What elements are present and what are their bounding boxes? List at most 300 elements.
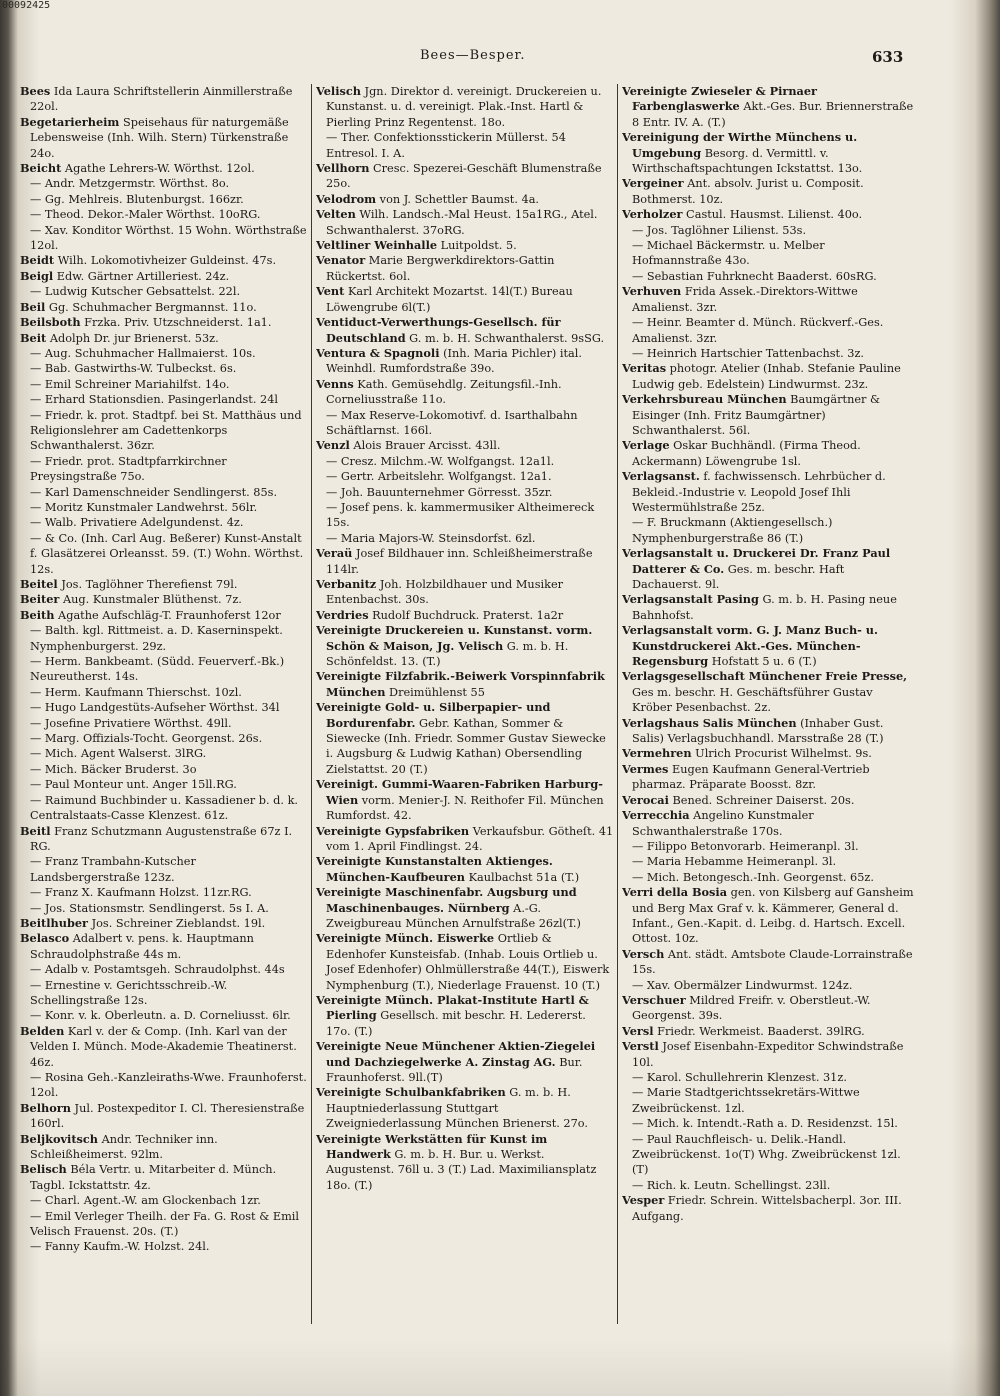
entry-details: Aug. Kunstmaler Blüthenst. 7z. bbox=[59, 593, 242, 607]
entry-surname: Vereinigte Gypsfabriken bbox=[316, 823, 470, 838]
entry-details: Speisehaus für naturgemäße Lebensweise (Inh. Wilh. Stern) Türkenstraße 24o. bbox=[30, 115, 289, 160]
page-shadow bbox=[0, 1340, 1000, 1396]
entry-details: — Josefine Privatiere Wörthst. 49ll. bbox=[30, 716, 232, 730]
entry-details: Friedr. Werkmeist. Baaderst. 39lRG. bbox=[653, 1024, 865, 1038]
directory-entry bbox=[316, 207, 614, 238]
directory-entry bbox=[622, 1116, 914, 1131]
entry-surname: Vermehren bbox=[622, 746, 692, 761]
entry-details: — Heinrich Hartschier Tattenbachst. 3z. bbox=[632, 346, 864, 360]
directory-entry bbox=[20, 1193, 307, 1208]
directory-entry bbox=[20, 1162, 307, 1193]
entry-details: — Erhard Stationsdien. Pasingerlandst. 24l bbox=[30, 393, 278, 407]
entry-surname: Bees bbox=[20, 84, 51, 98]
entry-details: Ges. m. beschr. Haft Dachauerst. 9l. bbox=[632, 562, 845, 591]
entry-surname: Venzl bbox=[316, 438, 350, 453]
entry-details: — Max Reserve-Lokomotivf. d. Isarthalbahn Schäftlarnst. 166l. bbox=[326, 408, 578, 437]
entry-details: — Fanny Kaufm.-W. Holzst. 24l. bbox=[30, 1240, 210, 1254]
entry-details: — Josef pens. k. kammermusiker Altheimereck 15s. bbox=[326, 500, 595, 530]
entry-details: Akt.-Ges. Bur. Briennerstraße 8 Entr. IV. A. (T.) bbox=[632, 100, 914, 129]
directory-entry bbox=[316, 623, 614, 669]
directory-entry bbox=[20, 500, 307, 515]
directory-entry bbox=[622, 1070, 914, 1085]
entry-details: Jgn. Direktor d. vereinigt. Druckereien u. Kunstanst. u. d. vereinigt. Plak.-Inst. Hartl & Pierling Prinz Regentenst. 18o. bbox=[326, 85, 602, 129]
entry-details: Karl v. der & Comp. (Inh. Karl van der Velden I. Münch. Mode-Akademie Theatinerst. 46z. bbox=[30, 1024, 297, 1069]
entry-details: Verkaufsbur. Götheſt. 41 vom 1. April Findlingst. 24. bbox=[326, 824, 614, 853]
entry-surname: Verschuer bbox=[622, 992, 686, 1007]
directory-entry bbox=[316, 253, 614, 284]
entry-surname: Versch bbox=[622, 946, 665, 961]
directory-entry bbox=[316, 1132, 614, 1194]
entry-details: — Franz Trambahn-Kutscher Landsbergerstraße 123z. bbox=[30, 855, 196, 884]
entry-details: — Sebastian Fuhrknecht Baaderst. 60sRG. bbox=[632, 269, 877, 283]
entry-details: — Paul Rauchfleisch- u. Delik.-Handl. Zweibrückenst. 1o(T) Whg. Zweibrückenst 1zl.(T) bbox=[632, 1132, 901, 1177]
entry-surname: Beith bbox=[20, 607, 55, 622]
entry-surname: Verocai bbox=[622, 792, 669, 807]
entry-details: — Friedr. prot. Stadtpfarrkirchner Preysingstraße 75o. bbox=[30, 454, 227, 484]
directory-entry bbox=[20, 931, 307, 962]
directory-entry bbox=[20, 762, 307, 777]
directory-entry bbox=[20, 901, 307, 916]
entry-surname: Verkehrsbureau München bbox=[622, 392, 787, 407]
entry-surname: Belasco bbox=[20, 931, 70, 946]
directory-entry bbox=[622, 315, 914, 346]
entry-surname: Venns bbox=[316, 376, 354, 391]
entry-details: Hofstatt 5 u. 6 (T.) bbox=[708, 655, 817, 669]
entry-surname: Beidt bbox=[20, 253, 55, 268]
entry-details: — Michael Bäckermstr. u. Melber Hofmannstraße 43o. bbox=[632, 239, 825, 268]
directory-entry bbox=[622, 623, 914, 669]
directory-entry bbox=[622, 176, 914, 207]
directory-entry bbox=[316, 161, 614, 192]
entry-surname: Vereinigte Münch. Plakat-Institute Hartl & Pierling bbox=[316, 992, 589, 1023]
entry-surname: Beit bbox=[20, 330, 47, 345]
entry-details: Adalbert v. pens. k. Hauptmann Schraudolphstraße 44s m. bbox=[30, 932, 254, 961]
entry-details: — Gg. Mehlreis. Blutenburgst. 166zr. bbox=[30, 192, 244, 206]
entry-details: — Marie Stadtgerichtssekretärs-Wittwe Zweibrückenst. 1zl. bbox=[632, 1086, 860, 1115]
entry-details: — Bab. Gastwirths-W. Tulbeckst. 6s. bbox=[30, 362, 237, 376]
entry-details: Gesellsch. mit beschr. H. Ledererst. 17o. (T.) bbox=[326, 1009, 586, 1038]
entry-details: — Jos. Taglöhner Lilienst. 53s. bbox=[632, 223, 807, 237]
entry-details: — Andr. Metzgermstr. Wörthst. 8o. bbox=[30, 177, 230, 191]
directory-entry bbox=[20, 315, 307, 330]
directory-entry bbox=[622, 993, 914, 1024]
directory-entry bbox=[20, 1132, 307, 1163]
directory-entry bbox=[20, 207, 307, 222]
entry-surname: Verlagsanstalt Pasing bbox=[622, 592, 759, 607]
entry-details: Jos. Taglöhner Therefienst 79l. bbox=[57, 578, 238, 591]
directory-entry bbox=[20, 485, 307, 500]
directory-entry bbox=[20, 223, 307, 254]
entry-details: — Hugo Landgestüts-Aufseher Wörthst. 34l bbox=[30, 701, 280, 715]
entry-surname: Vereinigte Gold- u. Silberpapier- und Bordurenfabr. bbox=[316, 700, 551, 730]
directory-entry bbox=[20, 1209, 307, 1240]
entry-details: Frzka. Priv. Utzschneiderst. 1a1. bbox=[80, 316, 272, 330]
directory-entry bbox=[316, 238, 614, 253]
entry-details: G. m. b. H. Schwanthalerst. 9sSG. bbox=[405, 331, 605, 345]
entry-surname: Belden bbox=[20, 1023, 65, 1038]
directory-entry bbox=[622, 515, 914, 546]
entry-surname: Vereinigte Filzfabrik.-Beiwerk Vorspinnfabrik München bbox=[316, 669, 605, 699]
directory-entry bbox=[20, 1024, 307, 1070]
entry-details: Angelino Kunstmaler Schwanthalerstraße 170s. bbox=[632, 809, 814, 838]
directory-entry bbox=[622, 762, 914, 793]
directory-entry bbox=[622, 592, 914, 623]
entry-details: — Xav. Obermälzer Lindwurmst. 124z. bbox=[632, 978, 853, 992]
directory-entry bbox=[20, 746, 307, 761]
entry-surname: Beicht bbox=[20, 161, 62, 176]
entry-details: — Heinr. Beamter d. Münch. Rückverf.-Ges. Amalienst. 3zr. bbox=[632, 316, 884, 345]
entry-details: f. fachwissensch. Lehrbücher d. Bekleid.-Industrie v. Leopold Josef Ihli Westermühlstraße 25z. bbox=[632, 470, 886, 514]
directory-entry bbox=[20, 978, 307, 1009]
directory-entry bbox=[20, 176, 307, 191]
directory-entry bbox=[20, 1239, 307, 1254]
entry-details: Ulrich Procurist Wilhelmst. 9s. bbox=[691, 747, 872, 761]
entry-surname: Vereinigte Neue Münchener Aktien-Ziegelei und Dachziegelwerke A. Zinstag AG. bbox=[316, 1039, 596, 1069]
entry-details: Wilh. Landsch.-Mal Heust. 15a1RG., Atel. Schwanthalerst. 37oRG. bbox=[326, 208, 598, 237]
directory-entry bbox=[316, 500, 614, 531]
entry-details: gen. von Kilsberg auf Gansheim und Berg Max Graf v. k. Kämmerer, General d. Infant., Gen.-Kapit. d. Leibg. d. Hartsch. Excell. Ottost. 10z. bbox=[632, 886, 914, 946]
entry-surname: Beitel bbox=[20, 577, 58, 591]
entry-surname: Vereinigt. Gummi-Waaren-Fabriken Harburg-Wien bbox=[316, 777, 603, 807]
directory-entry bbox=[622, 1178, 914, 1193]
directory-entry bbox=[622, 669, 914, 715]
entry-details: — Cresz. Milchm.-W. Wolfgangst. 12a1l. bbox=[326, 454, 555, 468]
column-1 bbox=[20, 84, 307, 1334]
directory-entry bbox=[622, 269, 914, 284]
entry-surname: Vesper bbox=[622, 1193, 665, 1208]
entry-details: (Inh. Maria Pichler) ital. Weinhdl. Rumfordstraße 39o. bbox=[326, 346, 582, 376]
entry-surname: Vent bbox=[316, 284, 345, 299]
entry-details: Gg. Schuhmacher Bergmannst. 11o. bbox=[45, 300, 257, 314]
entry-details: — Balth. kgl. Rittmeist. a. D. Kaserninspekt. Nymphenburgerst. 29z. bbox=[30, 624, 283, 653]
directory-entry bbox=[316, 84, 614, 130]
directory-entry bbox=[20, 84, 307, 115]
entry-surname: Vereinigte Schulbankfabriken bbox=[316, 1085, 506, 1100]
entry-details: Ortlieb & Edenhofer Kunsteisfab. (Inhab. Louis Ortlieb u. Josef Edenhofer) Ohlmüllerstraße 44(T.), Eiswerk Nymphenburg (T.), Niederlage Frauenst. 10 (T.) bbox=[326, 932, 610, 992]
entry-details: Dreimühlenst 55 bbox=[385, 685, 485, 699]
directory-entry bbox=[316, 346, 614, 377]
directory-entry bbox=[622, 854, 914, 869]
entry-details: Luitpoldst. 5. bbox=[437, 239, 517, 253]
entry-surname: Velodrom bbox=[316, 191, 377, 206]
entry-surname: Verhuven bbox=[622, 284, 682, 299]
entry-surname: Verlage bbox=[622, 438, 670, 453]
directory-entry bbox=[622, 793, 914, 808]
entry-details: — Maria Majors-W. Steinsdorfst. 6zl. bbox=[326, 531, 536, 545]
directory-entry bbox=[622, 469, 914, 515]
directory-entry bbox=[316, 284, 614, 315]
entry-details: — Karl Damenschneider Sendlingerst. 85s. bbox=[30, 485, 278, 499]
directory-entry bbox=[316, 454, 614, 469]
entry-details: Frida Assek.-Direktors-Wittwe Amalienst. 3zr. bbox=[632, 285, 858, 314]
directory-entry bbox=[622, 978, 914, 993]
entry-details: G. m. b. H. Hauptniederlassung Stuttgart Zweigniederlassung München Brienerst. 27o. bbox=[326, 1086, 588, 1131]
entry-details: — Jos. Stationsmstr. Sendlingerst. 5s I. A. bbox=[30, 901, 269, 915]
directory-entry bbox=[316, 669, 614, 700]
entry-details: — & Co. (Inh. Carl Aug. Beßerer) Kunst-Anstalt f. Glasätzerei Orleansst. 59. (T.) Wohn. Wörthst. 12s. bbox=[30, 531, 304, 576]
directory-entry bbox=[316, 1085, 614, 1131]
directory-entry bbox=[622, 1132, 914, 1178]
entry-details: Rudolf Buchdruck. Praterst. 1a2r bbox=[368, 608, 564, 622]
entry-details: — F. Bruckmann (Aktiengesellsch.) Nymphenburgerstraße 86 (T.) bbox=[632, 516, 833, 545]
entry-details: Edw. Gärtner Artilleriest. 24z. bbox=[53, 269, 230, 283]
column-2 bbox=[316, 84, 614, 1334]
entry-details: Bur. Fraunhoferst. 9ll.(T) bbox=[326, 1055, 583, 1084]
entry-details: Andr. Techniker inn. Schleißheimerst. 92lm. bbox=[30, 1132, 218, 1162]
directory-entry bbox=[20, 1101, 307, 1132]
entry-surname: Beitl bbox=[20, 823, 51, 838]
entry-surname: Veritas bbox=[622, 361, 667, 376]
column-3 bbox=[622, 84, 914, 1334]
entry-details: — Rich. k. Leutn. Schellingst. 23ll. bbox=[632, 1178, 831, 1192]
entry-details: — Mich. Betongesch.-Inh. Georgenst. 65z. bbox=[632, 870, 874, 884]
directory-entry bbox=[622, 808, 914, 839]
entry-details: von J. Schettler Baumst. 4a. bbox=[376, 192, 540, 206]
entry-surname: Belhorn bbox=[20, 1100, 71, 1115]
directory-entry bbox=[20, 269, 307, 284]
entry-details: — Adalb v. Postamtsgeh. Schraudolphst. 44s bbox=[30, 963, 285, 977]
entry-details: Jos. Schreiner Zieblandst. 19l. bbox=[88, 916, 266, 930]
directory-entry bbox=[316, 885, 614, 931]
archive-id: 00092425 bbox=[2, 0, 51, 11]
entry-details: — Filippo Betonvorarb. Heimeranpl. 3l. bbox=[632, 839, 859, 853]
directory-entry bbox=[316, 469, 614, 484]
directory-entry bbox=[20, 592, 307, 607]
directory-entry bbox=[20, 284, 307, 299]
entry-surname: Ventura & Spagnoli bbox=[316, 345, 440, 360]
entry-details: — Charl. Agent.-W. am Glockenbach 1zr. bbox=[30, 1194, 261, 1208]
directory-entry bbox=[20, 377, 307, 392]
directory-entry bbox=[20, 300, 307, 315]
directory-entry bbox=[622, 546, 914, 592]
directory-entry bbox=[20, 115, 307, 161]
directory-entry bbox=[622, 746, 914, 761]
directory-entry bbox=[20, 885, 307, 900]
directory-entry bbox=[622, 885, 914, 947]
directory-entry bbox=[20, 346, 307, 361]
entry-surname: Verrecchia bbox=[622, 808, 690, 823]
entry-details: Friedr. Schrein. Wittelsbacherpl. 3or. III. Aufgang. bbox=[632, 1194, 902, 1223]
entry-details: Bened. Schreiner Daiserst. 20s. bbox=[668, 793, 855, 807]
entry-details: — Joh. Bauunternehmer Görresst. 35zr. bbox=[326, 485, 553, 499]
directory-entry bbox=[20, 192, 307, 207]
entry-details: A.-G. Zweigbureau München Arnulfstraße 26zl(T.) bbox=[326, 901, 581, 930]
entry-details: Ant. absolv. Jurist u. Composit. Bothmerst. 10z. bbox=[632, 177, 864, 206]
entry-surname: Verlagsgesellschaft Münchener Freie Presse, bbox=[622, 669, 908, 684]
directory-entry bbox=[316, 608, 614, 623]
entry-surname: Begetarierheim bbox=[20, 114, 120, 129]
entry-details: — Emil Schreiner Mariahilfst. 14o. bbox=[30, 377, 230, 391]
entry-details: Karl Architekt Mozartst. 14l(T.) Bureau Löwengrube 6l(T.) bbox=[326, 285, 573, 314]
entry-details: G. m. b. H. Schönfeldst. 13. (T.) bbox=[326, 639, 569, 669]
entry-details: (Inhaber Gust. Salis) Verlagsbuchhandl. Marsstraße 28 (T.) bbox=[632, 716, 884, 746]
directory-entry bbox=[316, 485, 614, 500]
entry-details: Oskar Buchhändl. (Firma Theod. Ackermann) Löwengrube 1sl. bbox=[632, 439, 861, 468]
entry-details: — Aug. Schuhmacher Hallmaierst. 10s. bbox=[30, 346, 256, 360]
directory-entry bbox=[316, 546, 614, 577]
directory-entry bbox=[622, 238, 914, 269]
entry-surname: Vermes bbox=[622, 761, 669, 776]
directory-entry bbox=[622, 870, 914, 885]
entry-details: Castul. Hausmst. Lilienst. 40o. bbox=[682, 208, 863, 222]
entry-surname: Velten bbox=[316, 207, 356, 222]
entry-details: Eugen Kaufmann General-Vertrieb pharmaz. Präparate Boosst. 8zr. bbox=[632, 762, 870, 792]
directory-entry bbox=[316, 192, 614, 207]
entry-surname: Verlagsanstalt vorm. G. J. Manz Buch- u. Kunstdruckerei Akt.-Ges. München-Regensburg bbox=[622, 623, 878, 669]
directory-entry bbox=[622, 947, 914, 978]
entry-surname: Vereinigte Maschinenfabr. Augsburg und Maschinenbauges. Nürnberg bbox=[316, 885, 577, 915]
entry-surname: Ventiduct-Verwerthungs-Gesellsch. für Deutschland bbox=[316, 315, 561, 345]
entry-details: — Walb. Privatiere Adelgundenst. 4z. bbox=[30, 516, 244, 530]
entry-surname: Versl bbox=[622, 1023, 654, 1038]
entry-surname: Verstl bbox=[622, 1039, 659, 1054]
entry-details: — Franz X. Kaufmann Holzst. 11zr.RG. bbox=[30, 886, 252, 900]
directory-entry bbox=[622, 1024, 914, 1039]
entry-details: — Xav. Konditor Wörthst. 15 Wohn. Wörthstraße 12ol. bbox=[30, 223, 307, 253]
entry-surname: Verlagshaus Salis München bbox=[622, 715, 797, 730]
directory-entry bbox=[622, 346, 914, 361]
directory-entry bbox=[316, 408, 614, 439]
running-head: Bees—Besper. bbox=[420, 48, 526, 63]
entry-details: — Herm. Bankbeamt. (Südd. Feuerverf.-Bk.) Neureutherst. 14s. bbox=[30, 655, 285, 684]
directory-entry bbox=[20, 854, 307, 885]
entry-details: Wilh. Lokomotivheizer Guldeinst. 47s. bbox=[54, 254, 277, 268]
entry-details: G. m. b. H. Bur. u. Werkst. Augustenst. 76ll u. 3 (T.) Lad. Maximiliansplatz 18o. (T.) bbox=[326, 1148, 597, 1192]
directory-entry bbox=[622, 716, 914, 747]
directory-entry bbox=[622, 361, 914, 392]
entry-surname: Veltliner Weinhalle bbox=[316, 238, 438, 253]
directory-entry bbox=[20, 161, 307, 176]
directory-entry bbox=[20, 454, 307, 485]
directory-entry bbox=[20, 654, 307, 685]
entry-surname: Venator bbox=[316, 253, 366, 268]
entry-surname: Vereinigte Zwieseler & Pirnaer Farbenglaswerke bbox=[622, 84, 817, 114]
entry-surname: Vereinigte Münch. Eiswerke bbox=[316, 931, 495, 946]
directory-entry bbox=[622, 1193, 914, 1224]
entry-details: Adolph Dr. jur Brienerst. 53z. bbox=[46, 331, 219, 345]
directory-entry bbox=[20, 685, 307, 700]
directory-entry bbox=[622, 438, 914, 469]
page-number: 633 bbox=[872, 48, 904, 66]
entry-details: Josef Eisenbahn-Expeditor Schwindstraße 10l. bbox=[632, 1040, 904, 1069]
directory-entry bbox=[20, 623, 307, 654]
directory-entry bbox=[20, 793, 307, 824]
entry-details: Ant. städt. Amtsbote Claude-Lorrainstraße 15s. bbox=[632, 947, 913, 977]
entry-details: — Mich. k. Intendt.-Rath a. D. Residenzst. 15l. bbox=[632, 1117, 898, 1131]
entry-details: — Emil Verleger Theilh. der Fa. G. Rost & Emil Velisch Frauenst. 20s. (T.) bbox=[30, 1209, 300, 1239]
directory-entry bbox=[622, 84, 914, 130]
directory-entry bbox=[622, 1085, 914, 1116]
entry-details: Cresc. Spezerei-Geschäft Blumenstraße 25o. bbox=[326, 162, 602, 191]
entry-details: Besorg. d. Vermittl. v. Wirthschaftspachtungen Ickstattst. 13o. bbox=[632, 146, 863, 176]
directory-entry bbox=[316, 377, 614, 408]
directory-entry bbox=[316, 577, 614, 608]
entry-surname: Vergeiner bbox=[622, 176, 684, 191]
entry-details: Jul. Postexpeditor I. Cl. Theresienstraße 160rl. bbox=[30, 1101, 305, 1131]
entry-details: — Rosina Geh.-Kanzleiraths-Wwe. Fraunhoferst. 12ol. bbox=[30, 1071, 307, 1100]
entry-surname: Velisch bbox=[316, 84, 361, 98]
directory-entry bbox=[622, 839, 914, 854]
entry-details: — Ludwig Kutscher Gebsattelst. 22l. bbox=[30, 285, 241, 299]
entry-details: — Ther. Confektionsstickerin Müllerst. 54 Entresol. I. A. bbox=[326, 131, 566, 160]
entry-details: photogr. Atelier (Inhab. Stefanie Pauline Ludwig geb. Edelstein) Lindwurmst. 23z. bbox=[632, 362, 901, 391]
entry-details: — Herm. Kaufmann Thierschst. 10zl. bbox=[30, 685, 242, 699]
entry-details: Gebr. Kathan, Sommer & Siewecke (Inh. Friedr. Sommer Gustav Siewecke i. Augsburg & Ludwig Kathan) Obersendling Zielstattst. 20 (T.) bbox=[326, 716, 606, 776]
directory-entry bbox=[20, 1070, 307, 1101]
directory-entry bbox=[316, 993, 614, 1039]
directory-entry bbox=[622, 284, 914, 315]
directory-entry bbox=[316, 1039, 614, 1085]
entry-surname: Verlagsanst. bbox=[622, 469, 700, 484]
directory-entry bbox=[316, 777, 614, 823]
entry-surname: Verholzer bbox=[622, 207, 683, 222]
entry-details: — Karol. Schullehrerin Klenzest. 31z. bbox=[632, 1071, 847, 1084]
entry-details: — Paul Monteur unt. Anger 15ll.RG. bbox=[30, 778, 237, 792]
entry-surname: Verlagsanstalt u. Druckerei Dr. Franz Paul Datterer & Co. bbox=[622, 546, 891, 576]
entry-details: — Raimund Buchbinder u. Kassadiener b. d. k. Centralstaats-Casse Klenzest. 61z. bbox=[30, 793, 299, 823]
entry-details: — Moritz Kunstmaler Landwehrst. 56lr. bbox=[30, 500, 258, 514]
entry-surname: Verbanitz bbox=[316, 577, 377, 591]
directory-entry bbox=[20, 515, 307, 530]
entry-details: — Ernestine v. Gerichtsschreib.-W. Schellingstraße 12s. bbox=[30, 978, 228, 1007]
entry-details: — Mich. Bäcker Bruderst. 3o bbox=[30, 762, 197, 776]
directory-entry bbox=[316, 700, 614, 777]
directory-entry bbox=[20, 392, 307, 407]
entry-details: — Konr. v. k. Oberleutn. a. D. Corneliusst. 6lr. bbox=[30, 1009, 291, 1023]
directory-entry bbox=[316, 315, 614, 346]
directory-entry bbox=[20, 331, 307, 346]
directory-entry bbox=[20, 577, 307, 592]
entry-surname: Beljkovitsch bbox=[20, 1131, 99, 1146]
entry-surname: Beitlhuber bbox=[20, 915, 89, 930]
directory-entry bbox=[20, 408, 307, 454]
entry-details: Baumgärtner & Eisinger (Inh. Fritz Baumgärtner) Schwanthalerst. 56l. bbox=[632, 393, 881, 437]
directory-entry bbox=[20, 731, 307, 746]
entry-surname: Vereinigung der Wirthe Münchens u. Umgebung bbox=[622, 130, 858, 160]
entry-details: Agathe Aufschläg-T. Fraunhoferst 12or bbox=[54, 608, 281, 622]
entry-surname: Beigl bbox=[20, 268, 54, 283]
entry-details: G. m. b. H. Pasing neue Bahnhofst. bbox=[632, 593, 897, 622]
entry-details: Franz Schutzmann Augustenstraße 67z I. RG. bbox=[30, 824, 293, 853]
entry-details: Josef Bildhauer inn. Schleißheimerstraße 114lr. bbox=[326, 547, 593, 576]
directory-entry bbox=[20, 777, 307, 792]
directory-entry bbox=[20, 962, 307, 977]
directory-entry bbox=[316, 531, 614, 546]
directory-entry bbox=[20, 608, 307, 623]
directory-entry bbox=[20, 700, 307, 715]
directory-entry bbox=[622, 1039, 914, 1070]
entry-details: — Maria Hebamme Heimeranpl. 3l. bbox=[632, 855, 837, 869]
directory-entry bbox=[20, 1008, 307, 1023]
directory-entry bbox=[622, 130, 914, 176]
directory-entry bbox=[622, 207, 914, 222]
directory-entry bbox=[20, 916, 307, 931]
entry-details: Ida Laura Schriftstellerin Ainmillerstraße 22ol. bbox=[30, 85, 293, 114]
entry-surname: Belisch bbox=[20, 1162, 67, 1177]
entry-surname: Verdries bbox=[316, 607, 369, 622]
entry-surname: Verri della Bosia bbox=[622, 885, 728, 900]
entry-details: — Gertr. Arbeitslehr. Wolfgangst. 12a1. bbox=[326, 470, 552, 484]
entry-surname: Veraü bbox=[316, 546, 353, 561]
directory-entry bbox=[20, 253, 307, 268]
entry-details: Agathe Lehrers-W. Wörthst. 12ol. bbox=[61, 162, 255, 176]
entry-surname: Vereinigte Werkstätten für Kunst im Handwerk bbox=[316, 1131, 548, 1162]
entry-details: — Marg. Offizials-Tocht. Georgenst. 26s. bbox=[30, 732, 263, 746]
directory-entry bbox=[316, 438, 614, 453]
entry-surname: Vereinigte Druckereien u. Kunstanst. vorm. Schön & Maison, Jg. Velisch bbox=[316, 623, 593, 653]
entry-details: Marie Bergwerkdirektors-Gattin Rückertst. 6ol. bbox=[326, 254, 555, 283]
directory-entry bbox=[316, 824, 614, 855]
